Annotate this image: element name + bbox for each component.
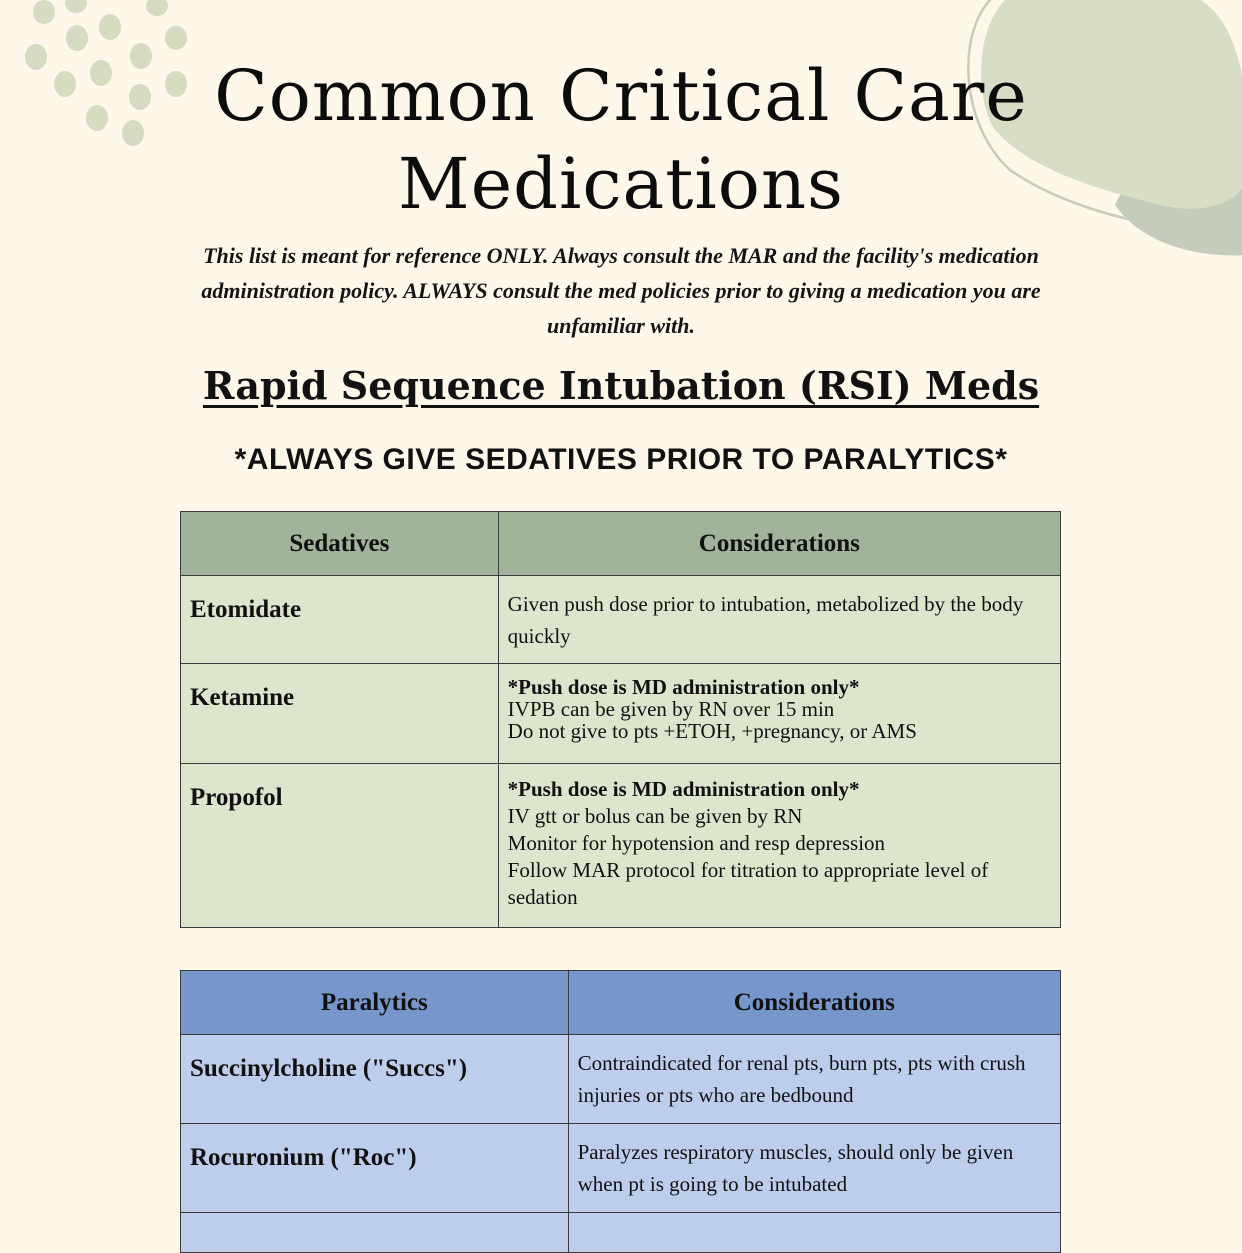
medication-name: Propofol [181,764,499,928]
md-only-note: *Push dose is MD administration only* [507,675,860,699]
consideration-line: IV gtt or bolus can be given by RN [507,804,803,828]
column-header-considerations: Considerations [568,971,1060,1035]
consideration-line: Monitor for hypotension and resp depression [507,831,886,855]
consideration-line: Given push dose prior to intubation, metabolized by the body quickly [507,592,1024,648]
medication-considerations [498,764,1060,928]
medication-name: Etomidate [181,576,499,664]
medication-considerations [568,1124,1060,1213]
consideration-line: Paralyzes respiratory muscles, should only be given when pt is going to be intubated [577,1140,1014,1196]
page-title [0,52,1242,228]
table-row [181,1213,1061,1253]
medication-considerations [568,1213,1060,1253]
md-only-note: *Push dose is MD administration only* [507,777,860,801]
consideration-line: Do not give to pts +ETOH, +pregnancy, or AMS [507,719,917,743]
table-row [181,1124,1061,1213]
column-header-considerations: Considerations [498,512,1060,576]
medication-considerations [498,664,1060,764]
sedatives-table [180,511,1061,928]
column-header-paralytics: Paralytics [181,971,569,1035]
table-header-row [181,512,1061,576]
table-row [181,576,1061,664]
table-row [181,664,1061,764]
medication-considerations [498,576,1060,664]
table-row [181,1035,1061,1124]
disclaimer-text: This list is meant for reference ONLY. Always consult the MAR and the facility's medication administration policy. ALWAYS consult the med policies prior to giving a medication you are unfamiliar with. [201,243,1041,338]
medication-name: Succinylcholine ("Succs") [181,1035,569,1124]
medication-name: Rocuronium ("Roc") [181,1124,569,1213]
section-heading-rsi: Rapid Sequence Intubation (RSI) Meds [202,363,1040,408]
column-header-sedatives: Sedatives [181,512,499,576]
page-title-line-2: Medications [398,143,844,225]
medication-name [181,1213,569,1253]
sedatives-first-warning: *ALWAYS GIVE SEDATIVES PRIOR TO PARALYTICS* [234,443,1008,476]
page-title-line-1: Common Critical Care [214,55,1028,137]
table-row [181,764,1061,928]
consideration-line: Contraindicated for renal pts, burn pts, pts with crush injuries or pts who are bedbound [577,1051,1026,1107]
consideration-line: IVPB can be given by RN over 15 min [507,697,835,721]
medication-name: Ketamine [181,664,499,764]
consideration-line: Follow MAR protocol for titration to appropriate level of sedation [507,858,989,909]
medication-considerations [568,1035,1060,1124]
paralytics-table [180,970,1061,1253]
table-header-row [181,971,1061,1035]
